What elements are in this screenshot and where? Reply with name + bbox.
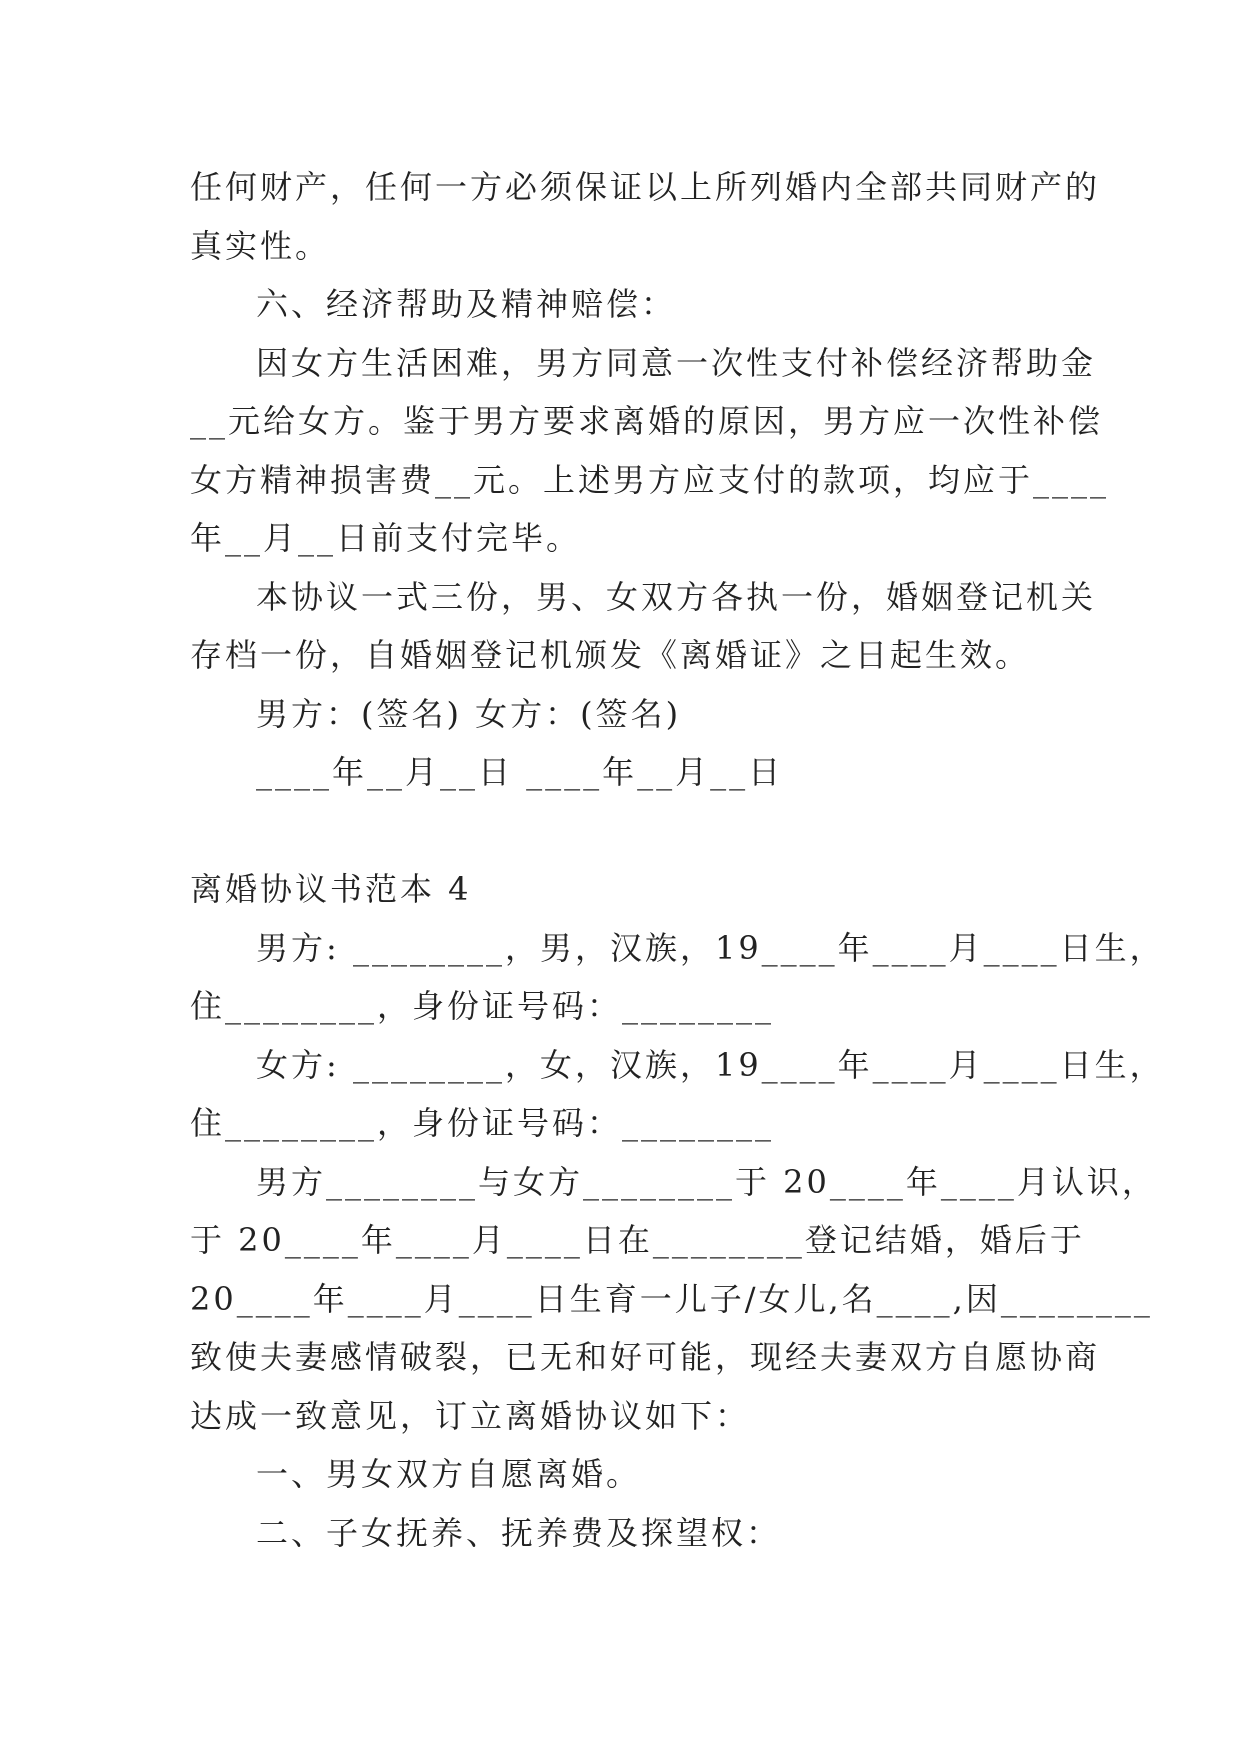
clause-heading: 一、男女双方自愿离婚。 xyxy=(256,1455,642,1493)
text-line: 年__月__日前支付完毕。 xyxy=(190,519,582,557)
text-line: 达成一致意见，订立离婚协议如下： xyxy=(190,1396,751,1435)
paragraph-male-party xyxy=(190,919,1165,1036)
paragraph-property-truth xyxy=(190,158,1101,275)
clause-heading: 二、子女抚养、抚养费及探望权： xyxy=(256,1513,782,1552)
paragraph-copies xyxy=(190,568,1097,685)
text-line: 住________，身份证号码：________ xyxy=(190,987,775,1025)
text-line: 真实性。 xyxy=(190,226,331,265)
paragraph-clause-one xyxy=(190,1445,1070,1504)
text-line: 本协议一式三份，男、女双方各执一份，婚姻登记机关 xyxy=(256,577,1097,616)
text-line: 女方精神损害费__元。上述男方应支付的款项，均应于____ xyxy=(190,460,1110,499)
date-line: ____年__月__日 ____年__月__日 xyxy=(256,753,784,791)
text-line: 女方: ________，女，汉族，19____年____月____日生， xyxy=(256,1045,1165,1084)
text-line: 于 20____年____月____日在________登记结婚，婚后于 xyxy=(190,1221,1085,1259)
text-line: 男方________与女方________于 20____年____月认识， xyxy=(256,1162,1157,1201)
text-line: __元给女方。鉴于男方要求离婚的原因，男方应一次性补偿 xyxy=(190,402,1104,440)
text-line: 20____年____月____日生育一儿子/女儿,名____,因________ xyxy=(190,1279,1153,1318)
paragraph-signatures xyxy=(190,685,1070,744)
paragraph-marriage-history xyxy=(190,1153,1157,1446)
paragraph-compensation xyxy=(190,334,1110,568)
text-line: 任何财产，任何一方必须保证以上所列婚内全部共同财产的 xyxy=(190,168,1101,206)
text-line: 男方: ________，男，汉族，19____年____月____日生， xyxy=(256,928,1165,967)
paragraph-dates xyxy=(190,743,1070,802)
paragraph-clause-two xyxy=(190,1504,1070,1563)
text-line: 住________，身份证号码：________ xyxy=(190,1104,775,1142)
signature-line: 男方：(签名) 女方：(签名) xyxy=(256,694,682,733)
clause-heading: 六、经济帮助及精神赔偿： xyxy=(256,285,677,323)
text-line: 致使夫妻感情破裂，已无和好可能，现经夫妻双方自愿协商 xyxy=(190,1338,1101,1376)
paragraph-heading-compensation xyxy=(190,275,1070,334)
section-title: 离婚协议书范本 4 xyxy=(190,870,472,908)
section-spacer xyxy=(190,802,1070,861)
text-line: 存档一份，自婚姻登记机颁发《离婚证》之日起生效。 xyxy=(190,636,1031,674)
document-body xyxy=(190,158,1165,1562)
paragraph-female-party xyxy=(190,1036,1165,1153)
text-line: 因女方生活困难，男方同意一次性支付补偿经济帮助金 xyxy=(256,343,1097,382)
